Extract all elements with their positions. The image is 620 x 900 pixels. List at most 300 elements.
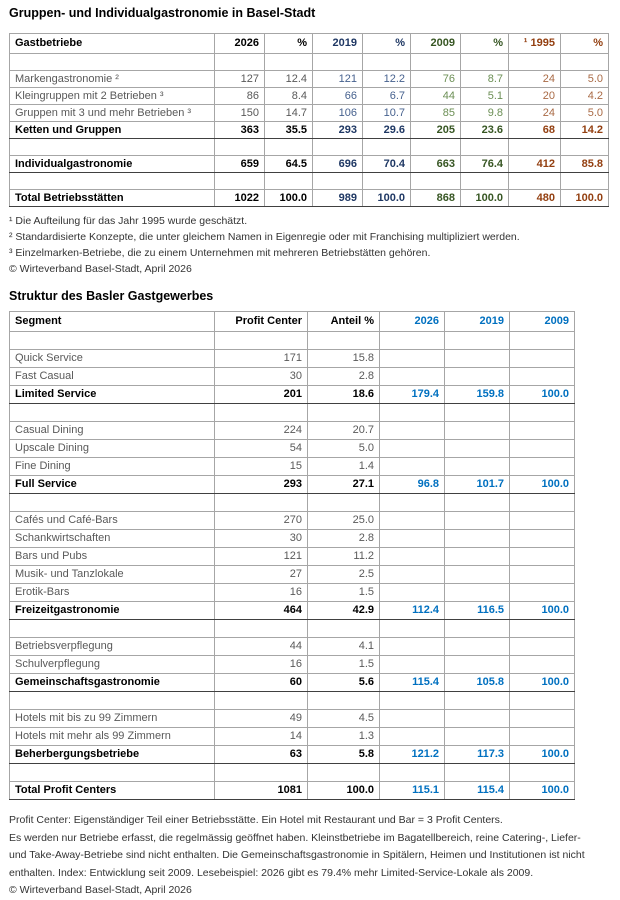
cell-value: 63	[215, 746, 308, 764]
cell-value	[510, 692, 575, 710]
cell-value: 117.3	[445, 746, 510, 764]
cell-value	[215, 139, 265, 156]
cell-value: 100.0	[308, 782, 380, 800]
cell-value: 100.0	[510, 602, 575, 620]
row-label: Full Service	[10, 476, 215, 494]
table-row	[10, 88, 609, 105]
cell-value: 112.4	[380, 602, 445, 620]
cell-value: 100.0	[510, 674, 575, 692]
column-header: 2026	[215, 34, 265, 54]
cell-value: 2.5	[308, 566, 380, 584]
cell-value	[215, 54, 265, 71]
cell-value	[380, 404, 445, 422]
note-line: Es werden nur Betriebe erfasst, die regelmässig geöffnet haben. Kleinstbetriebe im Bagatellbereich, reine Catering-, Liefer-	[9, 831, 581, 844]
cell-value	[380, 620, 445, 638]
cell-value: 85.8	[561, 156, 609, 173]
cell-value: 5.8	[308, 746, 380, 764]
cell-value: 4.2	[561, 88, 609, 105]
row-label: Gemeinschaftsgastronomie	[10, 674, 215, 692]
cell-value	[510, 710, 575, 728]
gastbetriebe-table	[9, 33, 609, 207]
cell-value: 106	[313, 105, 363, 122]
cell-value: 201	[215, 386, 308, 404]
cell-value: 14	[215, 728, 308, 746]
column-header: Segment	[10, 312, 215, 332]
cell-value	[445, 530, 510, 548]
cell-value: 100.0	[510, 746, 575, 764]
row-label: Ketten und Gruppen	[10, 122, 215, 139]
cell-value	[380, 332, 445, 350]
cell-value	[215, 692, 308, 710]
cell-value	[509, 139, 561, 156]
row-label: Kleingruppen mit 2 Betrieben ³	[10, 88, 215, 105]
cell-value: 100.0	[510, 386, 575, 404]
cell-value: 14.7	[265, 105, 313, 122]
cell-value	[215, 173, 265, 190]
cell-value: 1.5	[308, 584, 380, 602]
cell-value: 480	[509, 190, 561, 207]
note-line: Profit Center: Eigenständiger Teil einer Betriebsstätte. Ein Hotel mit Restaurant und Bar = 3 Profit Centers.	[9, 814, 503, 826]
cell-value: 4.5	[308, 710, 380, 728]
cell-value: 270	[215, 512, 308, 530]
cell-value	[380, 548, 445, 566]
row-label: Freizeitgastronomie	[10, 602, 215, 620]
cell-value	[445, 584, 510, 602]
cell-value	[510, 422, 575, 440]
column-header: 2019	[445, 312, 510, 332]
row-label: Bars und Pubs	[10, 548, 215, 566]
cell-value: 464	[215, 602, 308, 620]
cell-value: 100.0	[461, 190, 509, 207]
table2-title: Struktur des Basler Gastgewerbes	[9, 289, 214, 303]
column-header: 2009	[411, 34, 461, 54]
row-label	[10, 173, 215, 190]
cell-value: 179.4	[380, 386, 445, 404]
table-row	[10, 728, 575, 746]
table-row	[10, 530, 575, 548]
cell-value	[445, 620, 510, 638]
cell-value	[510, 548, 575, 566]
cell-value	[510, 440, 575, 458]
cell-value: 5.6	[308, 674, 380, 692]
cell-value: 20	[509, 88, 561, 105]
cell-value: 100.0	[561, 190, 609, 207]
row-label: Upscale Dining	[10, 440, 215, 458]
cell-value	[510, 764, 575, 782]
cell-value	[380, 692, 445, 710]
cell-value	[411, 139, 461, 156]
cell-value: 121	[215, 548, 308, 566]
cell-value	[445, 566, 510, 584]
summary-row	[10, 190, 609, 207]
spacer-row	[10, 54, 609, 71]
cell-value	[215, 404, 308, 422]
cell-value	[510, 404, 575, 422]
cell-value: 868	[411, 190, 461, 207]
cell-value: 989	[313, 190, 363, 207]
cell-value	[445, 548, 510, 566]
cell-value	[445, 458, 510, 476]
header-row	[10, 312, 575, 332]
cell-value	[380, 566, 445, 584]
summary-row	[10, 746, 575, 764]
note-line: © Wirteverband Basel-Stadt, April 2026	[9, 263, 192, 275]
summary-row	[10, 476, 575, 494]
cell-value	[313, 139, 363, 156]
cell-value	[380, 440, 445, 458]
row-label: Casual Dining	[10, 422, 215, 440]
cell-value	[561, 54, 609, 71]
row-label: Individualgastronomie	[10, 156, 215, 173]
cell-value: 24	[509, 105, 561, 122]
cell-value: 96.8	[380, 476, 445, 494]
cell-value: 15.8	[308, 350, 380, 368]
cell-value: 1.4	[308, 458, 380, 476]
row-label: Erotik-Bars	[10, 584, 215, 602]
cell-value	[461, 173, 509, 190]
cell-value: 16	[215, 584, 308, 602]
row-label: Quick Service	[10, 350, 215, 368]
note-line: und Take-Away-Betriebe sind nicht enthalten. Die Gemeinschaftsgastronomie in Spitälern, Heimen und Institutionen ist nicht	[9, 849, 585, 861]
table-row	[10, 350, 575, 368]
cell-value	[510, 638, 575, 656]
row-label: Schankwirtschaften	[10, 530, 215, 548]
cell-value	[445, 494, 510, 512]
spacer-row	[10, 139, 609, 156]
cell-value	[380, 656, 445, 674]
cell-value: 1022	[215, 190, 265, 207]
cell-value	[363, 54, 411, 71]
cell-value: 1.5	[308, 656, 380, 674]
cell-value: 663	[411, 156, 461, 173]
cell-value	[308, 494, 380, 512]
cell-value	[510, 350, 575, 368]
cell-value: 64.5	[265, 156, 313, 173]
cell-value	[510, 584, 575, 602]
cell-value	[215, 494, 308, 512]
cell-value: 115.4	[380, 674, 445, 692]
column-header: 2019	[313, 34, 363, 54]
summary-row	[10, 386, 575, 404]
row-label	[10, 332, 215, 350]
cell-value: 27	[215, 566, 308, 584]
cell-value	[510, 458, 575, 476]
cell-value: 14.2	[561, 122, 609, 139]
row-label: Hotels mit bis zu 99 Zimmern	[10, 710, 215, 728]
note-line: © Wirteverband Basel-Stadt, April 2026	[9, 884, 192, 896]
cell-value	[363, 139, 411, 156]
cell-value	[510, 368, 575, 386]
note-line: ³ Einzelmarken-Betriebe, die zu einem Unternehmen mit mehreren Betriebstätten gehören.	[9, 247, 431, 259]
spacer-row	[10, 173, 609, 190]
cell-value	[509, 54, 561, 71]
note-line: ¹ Die Aufteilung für das Jahr 1995 wurde geschätzt.	[9, 215, 248, 227]
cell-value: 116.5	[445, 602, 510, 620]
cell-value	[215, 620, 308, 638]
cell-value: 8.7	[461, 71, 509, 88]
cell-value	[445, 764, 510, 782]
table-row	[10, 105, 609, 122]
cell-value	[380, 512, 445, 530]
table-row	[10, 548, 575, 566]
cell-value: 5.0	[308, 440, 380, 458]
cell-value	[445, 368, 510, 386]
column-header: %	[561, 34, 609, 54]
cell-value: 35.5	[265, 122, 313, 139]
cell-value	[308, 764, 380, 782]
cell-value	[380, 530, 445, 548]
cell-value	[445, 710, 510, 728]
table1-footnotes	[9, 213, 611, 277]
cell-value: 20.7	[308, 422, 380, 440]
table-row	[10, 584, 575, 602]
cell-value: 100.0	[265, 190, 313, 207]
cell-value	[380, 494, 445, 512]
column-header: 2026	[380, 312, 445, 332]
cell-value	[510, 728, 575, 746]
cell-value: 171	[215, 350, 308, 368]
cell-value: 100.0	[510, 782, 575, 800]
cell-value: 5.0	[561, 71, 609, 88]
row-label: Total Betriebsstätten	[10, 190, 215, 207]
table-row	[10, 440, 575, 458]
cell-value: 5.1	[461, 88, 509, 105]
row-label: Musik- und Tanzlokale	[10, 566, 215, 584]
row-label: Fine Dining	[10, 458, 215, 476]
spacer-row	[10, 620, 575, 638]
row-label	[10, 620, 215, 638]
note-line: enthalten. Index: Entwicklung seit 2009. Lesebeispiel: 2026 gibt es 79.4% mehr Limited-Service-Lokale als 2009.	[9, 866, 534, 879]
row-label	[10, 692, 215, 710]
cell-value	[411, 54, 461, 71]
cell-value: 205	[411, 122, 461, 139]
spacer-row	[10, 494, 575, 512]
cell-value: 11.2	[308, 548, 380, 566]
cell-value: 10.7	[363, 105, 411, 122]
cell-value: 6.7	[363, 88, 411, 105]
cell-value	[265, 173, 313, 190]
cell-value	[510, 620, 575, 638]
cell-value: 127	[215, 71, 265, 88]
cell-value	[445, 422, 510, 440]
cell-value: 76	[411, 71, 461, 88]
cell-value: 224	[215, 422, 308, 440]
row-label: Total Profit Centers	[10, 782, 215, 800]
cell-value: 68	[509, 122, 561, 139]
cell-value	[380, 728, 445, 746]
cell-value: 2.8	[308, 530, 380, 548]
cell-value: 293	[215, 476, 308, 494]
cell-value: 1.3	[308, 728, 380, 746]
cell-value: 115.1	[380, 782, 445, 800]
cell-value	[509, 173, 561, 190]
spacer-row	[10, 332, 575, 350]
cell-value: 412	[509, 156, 561, 173]
note-line: ² Standardisierte Konzepte, die unter gleichem Namen in Eigenregie oder mit Franchising multipliziert werden.	[9, 231, 520, 243]
cell-value	[411, 173, 461, 190]
cell-value	[510, 332, 575, 350]
summary-row	[10, 674, 575, 692]
cell-value	[313, 173, 363, 190]
row-label: Beherbergungsbetriebe	[10, 746, 215, 764]
column-header: ¹ 1995	[509, 34, 561, 54]
table-row	[10, 71, 609, 88]
table-row	[10, 566, 575, 584]
cell-value: 44	[215, 638, 308, 656]
cell-value: 24	[509, 71, 561, 88]
cell-value: 85	[411, 105, 461, 122]
cell-value: 9.8	[461, 105, 509, 122]
row-label: Limited Service	[10, 386, 215, 404]
cell-value: 8.4	[265, 88, 313, 105]
cell-value	[561, 173, 609, 190]
cell-value	[445, 350, 510, 368]
cell-value	[510, 512, 575, 530]
cell-value: 76.4	[461, 156, 509, 173]
table-row	[10, 458, 575, 476]
cell-value: 60	[215, 674, 308, 692]
cell-value: 30	[215, 368, 308, 386]
cell-value	[308, 404, 380, 422]
cell-value	[510, 566, 575, 584]
column-header: %	[461, 34, 509, 54]
row-label	[10, 139, 215, 156]
column-header: 2009	[510, 312, 575, 332]
cell-value	[380, 584, 445, 602]
row-label	[10, 494, 215, 512]
cell-value: 49	[215, 710, 308, 728]
row-label: Schulverpflegung	[10, 656, 215, 674]
column-header: %	[265, 34, 313, 54]
table2-footer	[9, 812, 611, 900]
cell-value	[445, 692, 510, 710]
summary-row	[10, 156, 609, 173]
cell-value	[380, 422, 445, 440]
cell-value: 696	[313, 156, 363, 173]
cell-value: 115.4	[445, 782, 510, 800]
cell-value	[510, 530, 575, 548]
cell-value: 12.4	[265, 71, 313, 88]
spacer-row	[10, 764, 575, 782]
column-header: %	[363, 34, 411, 54]
cell-value	[461, 54, 509, 71]
cell-value: 23.6	[461, 122, 509, 139]
cell-value: 86	[215, 88, 265, 105]
cell-value: 293	[313, 122, 363, 139]
table-row	[10, 656, 575, 674]
table-row	[10, 638, 575, 656]
cell-value: 29.6	[363, 122, 411, 139]
row-label: Betriebsverpflegung	[10, 638, 215, 656]
cell-value: 30	[215, 530, 308, 548]
table-row	[10, 710, 575, 728]
cell-value: 159.8	[445, 386, 510, 404]
cell-value: 363	[215, 122, 265, 139]
cell-value	[265, 54, 313, 71]
cell-value: 659	[215, 156, 265, 173]
cell-value	[445, 440, 510, 458]
row-label: Fast Casual	[10, 368, 215, 386]
column-header: Gastbetriebe	[10, 34, 215, 54]
cell-value	[445, 656, 510, 674]
row-label	[10, 54, 215, 71]
table-row	[10, 422, 575, 440]
cell-value: 12.2	[363, 71, 411, 88]
row-label	[10, 764, 215, 782]
cell-value: 42.9	[308, 602, 380, 620]
cell-value	[380, 458, 445, 476]
spacer-row	[10, 692, 575, 710]
cell-value	[308, 692, 380, 710]
cell-value	[380, 710, 445, 728]
cell-value	[445, 404, 510, 422]
cell-value	[445, 512, 510, 530]
row-label	[10, 404, 215, 422]
summary-row	[10, 602, 575, 620]
cell-value: 5.0	[561, 105, 609, 122]
table-row	[10, 368, 575, 386]
cell-value	[308, 332, 380, 350]
cell-value	[313, 54, 363, 71]
cell-value: 101.7	[445, 476, 510, 494]
summary-row	[10, 122, 609, 139]
cell-value	[380, 350, 445, 368]
cell-value: 70.4	[363, 156, 411, 173]
cell-value: 66	[313, 88, 363, 105]
cell-value	[445, 332, 510, 350]
cell-value: 16	[215, 656, 308, 674]
cell-value: 18.6	[308, 386, 380, 404]
cell-value: 121	[313, 71, 363, 88]
cell-value	[380, 638, 445, 656]
cell-value: 25.0	[308, 512, 380, 530]
spacer-row	[10, 404, 575, 422]
table1-title: Gruppen- und Individualgastronomie in Basel-Stadt	[9, 6, 316, 20]
cell-value	[510, 494, 575, 512]
segment-table	[9, 311, 575, 800]
summary-row	[10, 782, 575, 800]
cell-value: 4.1	[308, 638, 380, 656]
row-label: Cafés und Café-Bars	[10, 512, 215, 530]
cell-value: 150	[215, 105, 265, 122]
column-header: Profit Center	[215, 312, 308, 332]
cell-value: 105.8	[445, 674, 510, 692]
row-label: Markengastronomie ²	[10, 71, 215, 88]
cell-value: 27.1	[308, 476, 380, 494]
cell-value	[265, 139, 313, 156]
cell-value	[461, 139, 509, 156]
cell-value	[445, 638, 510, 656]
cell-value	[380, 368, 445, 386]
cell-value: 100.0	[363, 190, 411, 207]
cell-value	[308, 620, 380, 638]
cell-value	[215, 764, 308, 782]
column-header: Anteil %	[308, 312, 380, 332]
cell-value	[363, 173, 411, 190]
cell-value: 100.0	[510, 476, 575, 494]
table-row	[10, 512, 575, 530]
cell-value: 1081	[215, 782, 308, 800]
cell-value: 54	[215, 440, 308, 458]
header-row	[10, 34, 609, 54]
cell-value: 15	[215, 458, 308, 476]
cell-value: 121.2	[380, 746, 445, 764]
cell-value	[380, 764, 445, 782]
cell-value	[561, 139, 609, 156]
row-label: Hotels mit mehr als 99 Zimmern	[10, 728, 215, 746]
cell-value	[215, 332, 308, 350]
row-label: Gruppen mit 3 und mehr Betrieben ³	[10, 105, 215, 122]
